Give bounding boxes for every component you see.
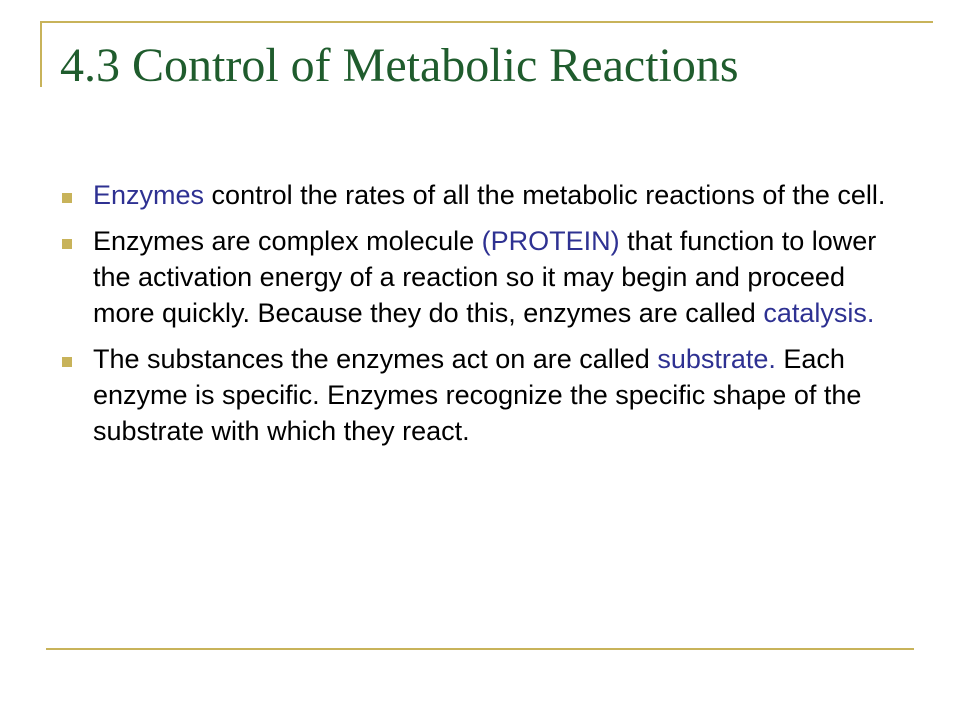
term-protein: (PROTEIN) xyxy=(481,226,620,256)
bullet-text: Enzymes are complex molecule xyxy=(93,226,482,256)
square-bullet-icon xyxy=(62,357,72,367)
bullet-text: The substances the enzymes act on are called xyxy=(93,344,658,374)
term-substrate: substrate. xyxy=(657,344,776,374)
bullet-text: Each enzyme is specific. Enzymes recognize the specific shape of the substrate with which they react. xyxy=(93,344,862,446)
frame-left-line xyxy=(40,21,42,87)
bullet-enzymes-protein xyxy=(60,223,910,331)
term-enzymes: Enzymes xyxy=(93,180,205,210)
slide-title: 4.3 Control of Metabolic Reactions xyxy=(60,39,739,92)
square-bullet-icon xyxy=(62,193,72,203)
bullet-enzymes-control xyxy=(60,177,910,213)
square-bullet-icon xyxy=(62,239,72,249)
bullet-text: that function to lower the activation energy of a reaction so it may begin and proceed more quickly. Because they do this, enzymes are called xyxy=(93,226,877,328)
term-catalysis: catalysis. xyxy=(763,298,875,328)
bullet-list xyxy=(60,177,910,459)
bullet-substrate xyxy=(60,341,910,449)
frame-bottom-line xyxy=(46,648,914,650)
frame-top-line xyxy=(40,21,933,23)
bullet-text: control the rates of all the metabolic reactions of the cell. xyxy=(204,180,886,210)
